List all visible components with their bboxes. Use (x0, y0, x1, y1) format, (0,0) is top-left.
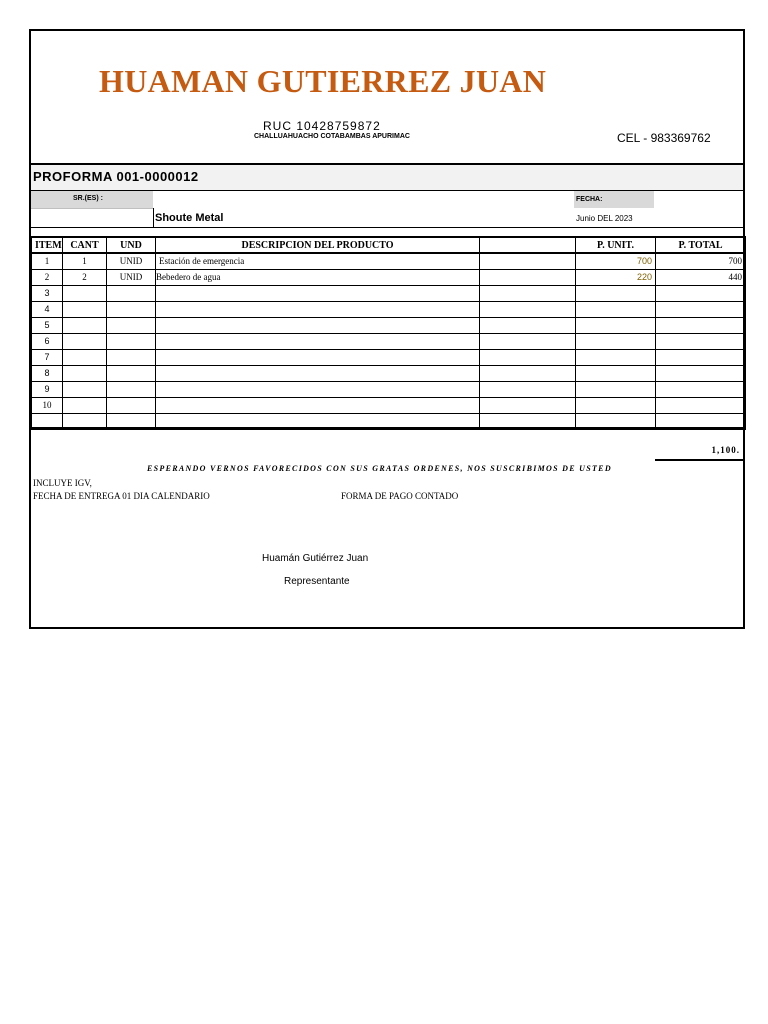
row-description (156, 285, 480, 301)
table-row (32, 269, 746, 285)
row-cant (63, 381, 107, 397)
row-total (656, 285, 746, 301)
row-und (107, 397, 156, 413)
client-row-divider (31, 208, 153, 209)
row-blank (480, 333, 576, 349)
row-item: 10 (32, 397, 63, 413)
row-item: 4 (32, 301, 63, 317)
row-item: 7 (32, 349, 63, 365)
row-cant (63, 333, 107, 349)
row-cant (63, 365, 107, 381)
table-header-row (32, 237, 746, 253)
row-description (156, 333, 480, 349)
row-description: Estación de emergencia (156, 253, 480, 269)
table-row (32, 365, 746, 381)
row-und: UNID (107, 269, 156, 285)
header-und: UND (107, 237, 156, 253)
client-name-border (153, 208, 154, 227)
payment-method: FORMA DE PAGO CONTADO (341, 491, 459, 501)
row-description (156, 317, 480, 333)
row-und (107, 317, 156, 333)
row-cant (63, 397, 107, 413)
row-cant: 1 (63, 253, 107, 269)
company-ruc: RUC 10428759872 (263, 119, 381, 133)
row-cant (63, 317, 107, 333)
delivery-date: FECHA DE ENTREGA 01 DIA CALENDARIO (33, 491, 210, 501)
header-cant: CANT (63, 237, 107, 253)
row-und (107, 349, 156, 365)
row-total (656, 333, 746, 349)
table-row (32, 285, 746, 301)
row-description (156, 349, 480, 365)
company-address: CHALLUAHUACHO COTABAMBAS APURIMAC (254, 133, 410, 140)
row-unit-price (576, 397, 656, 413)
row-item: 2 (32, 269, 63, 285)
row-description (156, 381, 480, 397)
row-cant (63, 349, 107, 365)
row-unit-price (576, 333, 656, 349)
row-total (656, 381, 746, 397)
table-row (32, 317, 746, 333)
row-description (156, 365, 480, 381)
client-label: SR.(ES) : (73, 195, 103, 202)
row-total (656, 365, 746, 381)
row-item: 6 (32, 333, 63, 349)
proforma-document (29, 29, 745, 629)
table-row (32, 253, 746, 269)
header-item: ITEM (32, 237, 63, 253)
row-item: 9 (32, 381, 63, 397)
row-unit-price (576, 285, 656, 301)
client-divider (31, 227, 743, 228)
includes-igv: INCLUYE IGV, (33, 478, 92, 488)
table-row (32, 349, 746, 365)
company-name: HUAMAN GUTIERREZ JUAN (99, 63, 547, 99)
row-blank (480, 381, 576, 397)
signature-name: Huamán Gutiérrez Juan (262, 553, 369, 564)
row-total (656, 397, 746, 413)
header-total: P. TOTAL (656, 237, 746, 253)
company-phone: CEL - 983369762 (617, 131, 711, 145)
row-item: 8 (32, 365, 63, 381)
date-label: FECHA: (576, 196, 603, 203)
row-blank (480, 349, 576, 365)
row-cant: 2 (63, 269, 107, 285)
row-unit-price (576, 381, 656, 397)
date-value: Junio DEL 2023 (576, 214, 633, 223)
row-und (107, 285, 156, 301)
table-row (32, 301, 746, 317)
row-description: Bebedero de agua (156, 269, 480, 285)
row-blank (480, 285, 576, 301)
row-unit-price: 220 (576, 269, 656, 285)
row-und (107, 381, 156, 397)
grand-total-underline (655, 459, 743, 461)
row-unit-price: 700 (576, 253, 656, 269)
row-item: 5 (32, 317, 63, 333)
row-blank (480, 253, 576, 269)
row-blank (480, 397, 576, 413)
client-name: Shoute Metal (155, 212, 224, 224)
row-total (656, 301, 746, 317)
header-unit-price: P. UNIT. (576, 237, 656, 253)
row-cant (63, 285, 107, 301)
row-unit-price (576, 301, 656, 317)
row-blank (480, 269, 576, 285)
row-cant (63, 301, 107, 317)
row-unit-price (576, 365, 656, 381)
row-total (656, 317, 746, 333)
table-row (32, 381, 746, 397)
row-und: UNID (107, 253, 156, 269)
row-und (107, 333, 156, 349)
table-row (32, 397, 746, 413)
row-blank (480, 301, 576, 317)
row-total: 440 (656, 269, 746, 285)
row-unit-price (576, 349, 656, 365)
row-unit-price (576, 317, 656, 333)
row-item: 3 (32, 285, 63, 301)
row-und (107, 301, 156, 317)
table-bottom-divider (31, 427, 743, 429)
items-table (31, 236, 746, 430)
row-blank (480, 365, 576, 381)
row-blank (480, 317, 576, 333)
header-blank (480, 237, 576, 253)
row-description (156, 397, 480, 413)
table-row (32, 333, 746, 349)
row-total (656, 349, 746, 365)
closing-message: ESPERANDO VERNOS FAVORECIDOS CON SUS GRATAS ORDENES, NOS SUSCRIBIMOS DE USTED (147, 464, 612, 473)
signature-role: Representante (284, 576, 350, 587)
row-item: 1 (32, 253, 63, 269)
proforma-number: PROFORMA 001-0000012 (33, 169, 199, 184)
grand-total: 1,100. (711, 445, 740, 455)
row-total: 700 (656, 253, 746, 269)
row-und (107, 365, 156, 381)
row-description (156, 301, 480, 317)
header-description: DESCRIPCION DEL PRODUCTO (156, 237, 480, 253)
